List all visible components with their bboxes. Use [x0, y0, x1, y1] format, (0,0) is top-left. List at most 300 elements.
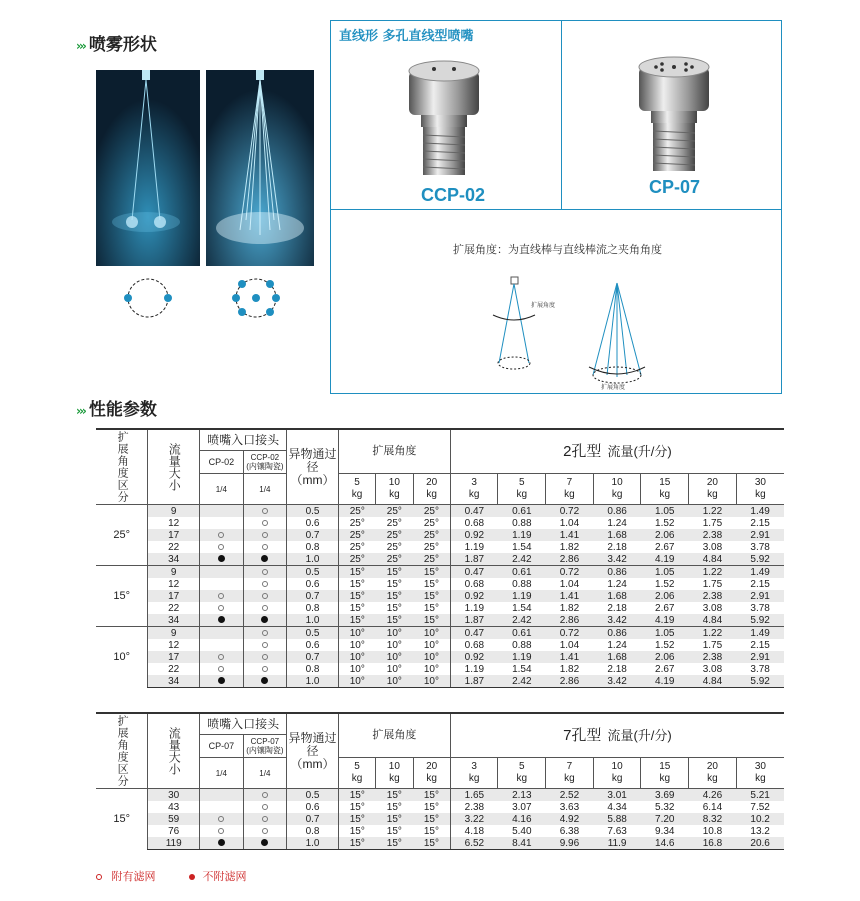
flow-value-cell: 2.86 — [546, 614, 594, 627]
angle-cell: 15° — [376, 590, 413, 602]
header-angle: 扩展角度 — [338, 429, 450, 474]
flow-pressure-header — [546, 474, 594, 505]
flow-value-cell: 0.72 — [546, 505, 594, 518]
flow-value-cell: 5.92 — [736, 614, 784, 627]
flow-value-cell: 3.07 — [512, 801, 532, 813]
pressure-value: 15 — [659, 761, 671, 772]
pressure-unit: kg — [707, 773, 718, 784]
pressure-unit: kg — [611, 773, 623, 784]
flow-cell: 76 — [148, 825, 200, 837]
angle-cell: 10° — [413, 627, 450, 640]
angle-cell: 10° — [338, 663, 375, 675]
inlet-cell — [243, 651, 287, 663]
angle-cell: 25° — [386, 517, 402, 529]
flow-value-cell: 3.42 — [593, 614, 641, 627]
flow-cell: 22 — [148, 541, 200, 553]
flow-value-cell: 1.41 — [546, 529, 594, 541]
table-row — [96, 801, 784, 813]
header-debris-unit: （mm） — [290, 472, 335, 487]
flow-value-cell: 2.15 — [750, 517, 770, 529]
flow-value-cell: 3.78 — [750, 541, 770, 553]
table-row — [96, 789, 784, 802]
pressure-value: 3 — [471, 477, 477, 488]
pressure-value: 7 — [566, 477, 573, 488]
table-row — [96, 675, 784, 688]
flow-pressure-header — [498, 474, 546, 505]
flow-value-cell: 3.78 — [750, 602, 770, 614]
pressure-header — [376, 758, 413, 789]
inlet-cell — [200, 553, 244, 566]
flow-pressure-header — [689, 474, 737, 505]
open-circle-icon — [262, 816, 268, 822]
angle-cell: 15° — [386, 602, 402, 614]
header-debris-label: 异物通过径 — [288, 446, 337, 474]
angle-cell: 10° — [376, 627, 413, 640]
pressure-value: 5 — [354, 761, 360, 772]
header-col-b-note: (内镶陶瓷) — [246, 462, 284, 471]
flow-cell: 30 — [148, 789, 200, 802]
angle-cell: 10° — [413, 651, 450, 663]
flow-value-cell: 0.88 — [512, 517, 532, 529]
open-circle-icon — [218, 605, 224, 611]
flow-value-cell: 13.2 — [750, 825, 770, 837]
flow-value-cell: 4.84 — [689, 553, 737, 566]
inlet-cell — [243, 566, 287, 579]
pressure-value: 3 — [471, 761, 477, 772]
angle-cell: 10° — [423, 639, 439, 651]
flow-value-cell: 6.38 — [559, 825, 580, 837]
size-label: 1/4 — [243, 474, 287, 505]
angle-cell: 25° — [413, 529, 450, 541]
flow-value-cell: 16.8 — [689, 837, 737, 850]
angle-cell: 15° — [338, 614, 375, 627]
open-circle-icon — [262, 532, 268, 538]
flow-value-cell: 5.88 — [593, 813, 641, 825]
table-row — [96, 813, 784, 825]
inlet-cell — [200, 825, 244, 837]
flow-value-cell: 1.75 — [702, 517, 723, 529]
open-circle-icon — [218, 593, 224, 599]
pressure-value: 10 — [388, 761, 400, 772]
flow-value-cell: 1.75 — [702, 578, 723, 590]
open-circle-icon — [218, 816, 224, 822]
flow-cell: 22 — [148, 602, 200, 614]
angle-cell: 25° — [338, 541, 375, 553]
flow-pressure-header — [641, 474, 689, 505]
flow-value-cell: 9.96 — [546, 837, 594, 850]
angle-cell: 10° — [386, 639, 402, 651]
inlet-cell — [200, 789, 244, 802]
debris-cell: 1.0 — [287, 553, 339, 566]
angle-cell: 25° — [338, 529, 375, 541]
angle-range-cell: 10° — [96, 627, 148, 688]
flow-value-cell: 1.68 — [593, 590, 641, 602]
angle-cell: 15° — [386, 578, 402, 590]
flow-value-cell: 0.92 — [450, 590, 498, 602]
flow-value-cell: 0.61 — [498, 505, 546, 518]
debris-cell: 1.0 — [287, 837, 339, 850]
open-circle-icon — [262, 520, 268, 526]
open-circle-icon — [262, 605, 268, 611]
flow-value-cell: 1.75 — [702, 639, 723, 651]
flow-unit: 流量(升/分) — [607, 728, 672, 743]
flow-value-cell: 0.61 — [498, 627, 546, 640]
flow-unit: 流量(升/分) — [607, 444, 672, 459]
inlet-cell — [200, 651, 244, 663]
flow-value-cell: 1.68 — [593, 651, 641, 663]
angle-cell: 10° — [423, 663, 439, 675]
flow-value-cell: 0.61 — [498, 566, 546, 579]
angle-cell: 10° — [338, 639, 375, 651]
angle-cell: 25° — [423, 541, 439, 553]
inlet-cell — [243, 825, 287, 837]
flow-value-cell: 5.21 — [736, 789, 784, 802]
flow-value-cell: 2.91 — [736, 529, 784, 541]
pressure-value: 20 — [426, 761, 438, 772]
angle-cell: 25° — [413, 553, 450, 566]
flow-value-cell: 10.8 — [702, 825, 723, 837]
flow-value-cell: 2.42 — [498, 614, 546, 627]
flow-value-cell: 0.92 — [450, 651, 498, 663]
flow-value-cell: 4.84 — [689, 675, 737, 688]
pressure-value: 5 — [519, 761, 525, 772]
pressure-value: 5 — [354, 477, 360, 488]
debris-cell: 0.5 — [287, 566, 339, 579]
flow-value-cell: 1.22 — [689, 627, 737, 640]
open-circle-icon — [262, 792, 268, 798]
open-circle-icon — [262, 581, 268, 587]
flow-value-cell: 1.52 — [655, 517, 675, 529]
pressure-header — [338, 474, 375, 505]
flow-value-cell: 4.26 — [689, 789, 737, 802]
inlet-cell — [200, 614, 244, 627]
flow-value-cell: 4.19 — [641, 553, 689, 566]
pressure-header — [376, 474, 413, 505]
pressure-value: 20 — [426, 477, 438, 488]
pressure-unit: kg — [564, 773, 575, 784]
header-flow-size: 流量大小 — [148, 429, 200, 505]
open-circle-icon — [96, 874, 102, 880]
flow-value-cell: 2.86 — [546, 675, 594, 688]
flow-value-cell: 2.18 — [607, 541, 627, 553]
flow-value-cell: 0.72 — [546, 627, 594, 640]
angle-cell: 15° — [376, 789, 413, 802]
angle-cell: 15° — [338, 825, 375, 837]
inlet-cell — [200, 663, 244, 675]
angle-cell: 15° — [338, 789, 375, 802]
header-angle-range: 扩展角度区分 — [96, 713, 148, 789]
flow-pressure-header — [450, 474, 498, 505]
flow-value-cell: 3.42 — [593, 675, 641, 688]
angle-cell: 15° — [376, 837, 413, 850]
table-row — [96, 541, 784, 553]
flow-value-cell: 1.82 — [559, 541, 580, 553]
flow-value-cell: 1.82 — [559, 602, 580, 614]
pressure-unit: kg — [389, 489, 400, 500]
flow-value-cell: 5.40 — [512, 825, 532, 837]
angle-cell: 15° — [423, 578, 439, 590]
flow-value-cell: 7.52 — [750, 801, 770, 813]
table-row — [96, 837, 784, 850]
flow-cell: 12 — [148, 517, 200, 529]
pressure-value: 20 — [706, 477, 718, 488]
open-circle-icon — [262, 666, 268, 672]
open-circle-icon — [218, 828, 224, 834]
angle-cell: 15° — [376, 566, 413, 579]
flow-value-cell: 1.41 — [546, 651, 594, 663]
angle-range-cell: 15° — [96, 566, 148, 627]
flow-value-cell: 2.38 — [689, 651, 737, 663]
pressure-value: 10 — [611, 761, 623, 772]
angle-cell: 25° — [413, 505, 450, 518]
flow-cell: 9 — [148, 627, 200, 640]
flow-value-cell: 11.9 — [593, 837, 641, 850]
pressure-unit: kg — [707, 489, 718, 500]
flow-cell: 9 — [148, 566, 200, 579]
header-flow — [450, 429, 784, 474]
flow-value-cell: 5.92 — [736, 675, 784, 688]
flow-value-cell: 1.82 — [559, 663, 580, 675]
filled-circle-icon — [261, 616, 268, 623]
pressure-unit: kg — [426, 489, 437, 500]
inlet-cell — [200, 837, 244, 850]
debris-cell: 0.7 — [287, 651, 339, 663]
flow-value-cell: 2.38 — [689, 590, 737, 602]
flow-value-cell: 3.08 — [702, 541, 723, 553]
pressure-unit: kg — [516, 773, 528, 784]
open-circle-icon — [262, 544, 268, 550]
angle-range-cell: 15° — [96, 789, 148, 850]
flow-value-cell: 1.19 — [498, 529, 546, 541]
inlet-cell — [243, 590, 287, 602]
angle-cell: 10° — [338, 627, 375, 640]
pressure-unit: kg — [426, 773, 437, 784]
angle-cell: 10° — [376, 651, 413, 663]
angle-cell: 25° — [338, 505, 375, 518]
angle-note: 扩展角度：为直线棒与直线棒流之夹角角度 — [453, 243, 662, 256]
pressure-value: 15 — [659, 477, 671, 488]
table-row — [96, 639, 784, 651]
flow-value-cell: 1.22 — [689, 505, 737, 518]
filled-circle-icon — [261, 555, 268, 562]
flow-value-cell: 8.32 — [689, 813, 737, 825]
angle-cell: 15° — [338, 602, 375, 614]
table-row — [96, 517, 784, 529]
inlet-cell — [243, 639, 287, 651]
angle-range-cell: 25° — [96, 505, 148, 566]
flow-cell: 22 — [148, 663, 200, 675]
filled-circle-icon — [261, 839, 268, 846]
inlet-cell — [243, 801, 287, 813]
angle-cell: 10° — [413, 675, 450, 688]
filled-circle-icon — [261, 677, 268, 684]
flow-pressure-header — [689, 758, 737, 789]
flow-value-cell: 4.92 — [546, 813, 594, 825]
flow-value-cell: 1.19 — [498, 590, 546, 602]
nozzle-image-ccp02 — [401, 53, 487, 179]
flow-value-cell: 4.19 — [641, 675, 689, 688]
flow-value-cell: 1.19 — [450, 602, 498, 614]
angle-diagram — [481, 271, 671, 391]
pressure-unit: kg — [468, 489, 480, 500]
pressure-unit: kg — [516, 489, 528, 500]
inlet-cell — [200, 566, 244, 579]
flow-value-cell: 3.01 — [593, 789, 641, 802]
flow-cell: 34 — [148, 614, 200, 627]
debris-cell: 0.8 — [287, 541, 339, 553]
model-label-cp07: CP-07 — [649, 177, 701, 197]
pressure-value: 7 — [566, 761, 573, 772]
flow-value-cell: 2.06 — [641, 529, 689, 541]
header-col-b-note: (内镶陶瓷) — [246, 746, 284, 755]
flow-value-cell: 1.19 — [498, 651, 546, 663]
inlet-cell — [200, 590, 244, 602]
filled-circle-icon — [218, 839, 225, 846]
flow-value-cell: 4.84 — [689, 614, 737, 627]
spray-shape-title: ››› 喷雾形状 — [76, 35, 157, 55]
open-circle-icon — [262, 630, 268, 636]
pressure-value: 10 — [611, 477, 623, 488]
flow-value-cell: 2.18 — [607, 602, 627, 614]
pressure-value: 10 — [388, 477, 400, 488]
flow-pressure-header — [593, 758, 641, 789]
angle-cell: 25° — [376, 529, 413, 541]
debris-cell: 0.8 — [287, 825, 339, 837]
flow-value-cell: 3.42 — [593, 553, 641, 566]
debris-cell: 0.7 — [287, 813, 339, 825]
flow-value-cell: 1.19 — [450, 663, 498, 675]
flow-cell: 9 — [148, 505, 200, 518]
header-angle: 扩展角度 — [338, 713, 450, 758]
debris-cell: 1.0 — [287, 675, 339, 688]
angle-cell: 15° — [423, 801, 439, 813]
flow-value-cell: 0.92 — [450, 529, 498, 541]
flow-value-cell: 2.91 — [736, 590, 784, 602]
angle-cell: 25° — [423, 517, 439, 529]
debris-cell: 0.7 — [287, 590, 339, 602]
angle-cell: 15° — [376, 813, 413, 825]
angle-cell: 25° — [338, 517, 375, 529]
angle-cell: 15° — [376, 614, 413, 627]
flow-value-cell: 0.72 — [546, 566, 594, 579]
angle-cell: 15° — [413, 566, 450, 579]
flow-value-cell: 1.19 — [450, 541, 498, 553]
debris-cell: 0.6 — [287, 517, 339, 529]
hole-pattern-7 — [228, 276, 284, 320]
model-label-ccp02: CCP-02 — [421, 185, 486, 205]
header-inlet: 喷嘴入口接头 — [200, 429, 287, 451]
angle-cell: 15° — [413, 837, 450, 850]
inlet-cell — [243, 663, 287, 675]
open-circle-icon — [262, 569, 268, 575]
flow-pressure-header — [736, 474, 784, 505]
type-label: 7孔型 — [563, 727, 602, 744]
flow-value-cell: 1.87 — [450, 675, 498, 688]
flow-value-cell: 0.47 — [450, 505, 498, 518]
debris-cell: 0.6 — [287, 639, 339, 651]
flow-value-cell: 1.05 — [641, 566, 689, 579]
flow-value-cell: 3.08 — [702, 663, 723, 675]
angle-cell: 15° — [423, 825, 439, 837]
open-circle-icon — [218, 666, 224, 672]
flow-pressure-header — [546, 758, 594, 789]
inlet-cell — [243, 505, 287, 518]
angle-cell: 15° — [338, 590, 375, 602]
debris-cell: 0.6 — [287, 801, 339, 813]
flow-value-cell: 1.54 — [512, 541, 532, 553]
flow-value-cell: 2.86 — [546, 553, 594, 566]
angle-cell: 25° — [338, 553, 375, 566]
flow-value-cell: 3.78 — [750, 663, 770, 675]
header-col-b — [243, 735, 287, 758]
flow-value-cell: 9.34 — [655, 825, 675, 837]
angle-cell: 10° — [338, 675, 375, 688]
pressure-unit: kg — [659, 489, 671, 500]
header-angle-range: 扩展角度区分 — [96, 429, 148, 505]
table-row — [96, 825, 784, 837]
table-row — [96, 663, 784, 675]
flow-value-cell: 4.18 — [450, 825, 498, 837]
pressure-value: 30 — [754, 761, 766, 772]
spray-photo-7-hole — [206, 70, 314, 266]
open-circle-icon — [218, 532, 224, 538]
table-row — [96, 505, 784, 518]
flow-pressure-header — [641, 758, 689, 789]
flow-cell: 59 — [148, 813, 200, 825]
table-row — [96, 651, 784, 663]
flow-value-cell: 0.68 — [450, 578, 498, 590]
flow-value-cell: 2.38 — [689, 529, 737, 541]
flow-pressure-header — [736, 758, 784, 789]
angle-cell: 15° — [338, 837, 375, 850]
open-circle-icon — [218, 654, 224, 660]
divider — [561, 21, 562, 209]
flow-value-cell: 3.69 — [641, 789, 689, 802]
header-debris — [287, 429, 339, 505]
flow-cell: 12 — [148, 578, 200, 590]
angle-cell: 10° — [386, 663, 402, 675]
pressure-unit: kg — [389, 773, 400, 784]
flow-value-cell: 1.68 — [593, 529, 641, 541]
angle-cell: 15° — [413, 813, 450, 825]
header-col-b — [243, 451, 287, 474]
inlet-cell — [243, 627, 287, 640]
flow-value-cell: 5.32 — [655, 801, 675, 813]
filled-circle-icon — [218, 677, 225, 684]
nozzle-image-cp07 — [631, 49, 717, 175]
flow-value-cell: 20.6 — [736, 837, 784, 850]
table-row — [96, 602, 784, 614]
inlet-cell — [243, 675, 287, 688]
angle-cell: 15° — [338, 801, 375, 813]
flow-value-cell: 1.05 — [641, 505, 689, 518]
open-circle-icon — [262, 654, 268, 660]
flow-value-cell: 2.15 — [750, 639, 770, 651]
product-panel — [330, 20, 782, 394]
flow-value-cell: 3.08 — [702, 602, 723, 614]
flow-value-cell: 0.47 — [450, 627, 498, 640]
debris-cell: 0.5 — [287, 505, 339, 518]
open-circle-icon — [262, 508, 268, 514]
flow-value-cell: 0.88 — [512, 639, 532, 651]
flow-value-cell: 0.68 — [450, 517, 498, 529]
filled-circle-icon — [218, 616, 225, 623]
flow-value-cell: 6.14 — [702, 801, 723, 813]
inlet-cell — [243, 837, 287, 850]
open-circle-icon — [262, 828, 268, 834]
flow-value-cell: 1.54 — [512, 663, 532, 675]
flow-value-cell: 5.92 — [736, 553, 784, 566]
